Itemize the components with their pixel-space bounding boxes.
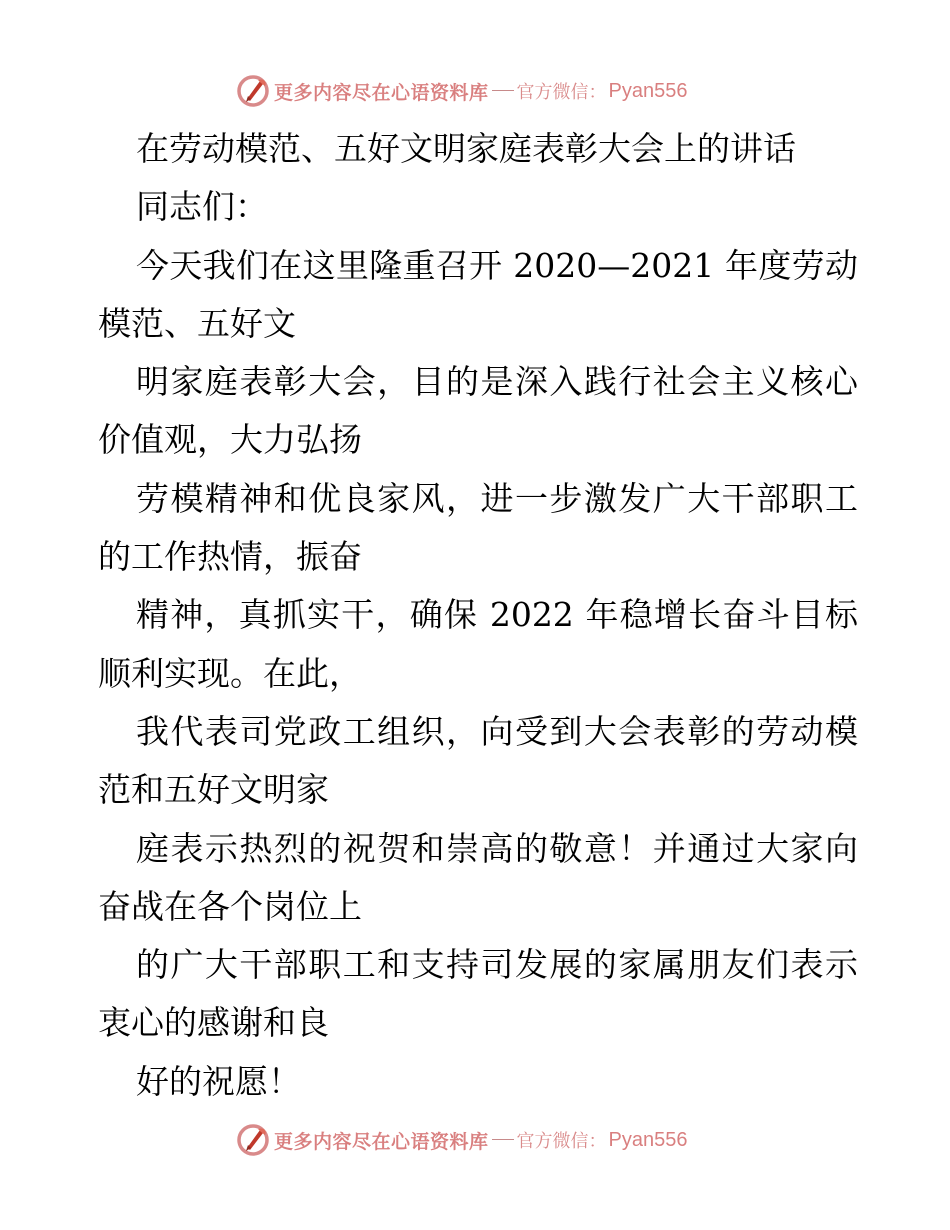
footer-watermark bbox=[236, 1122, 687, 1158]
paragraph-line: 衷心的感谢和良 bbox=[98, 1003, 329, 1043]
paragraph-line: 劳模精神和优良家风，进一步激发广大干部职工 bbox=[136, 478, 858, 518]
paragraph-line: 顺利实现。在此， bbox=[98, 653, 362, 693]
greeting: 同志们： bbox=[136, 187, 268, 227]
paragraph-line: 我代表司党政工组织，向受到大会表彰的劳动模 bbox=[136, 711, 858, 751]
watermark-dash bbox=[492, 90, 514, 91]
document-body bbox=[98, 120, 858, 1111]
paragraph-line: 精神，真抓实干，确保 2022 年稳增长奋斗目标 bbox=[136, 595, 858, 635]
paragraph-line: 好的祝愿！ bbox=[136, 1061, 301, 1101]
watermark-wechat-id: Pyan556 bbox=[608, 1128, 688, 1151]
paragraph-line: 明家庭表彰大会，目的是深入践行社会主义核心 bbox=[136, 362, 858, 402]
watermark-main-text: 更多内容尽在心语资料库 bbox=[274, 1130, 489, 1153]
paragraph-line: 奋战在各个岗位上 bbox=[98, 886, 362, 926]
paragraph-line: 的工作热情，振奋 bbox=[98, 537, 362, 577]
watermark-sub-text: 官方微信： bbox=[516, 1131, 607, 1152]
watermark-main-text: 更多内容尽在心语资料库 bbox=[274, 81, 489, 104]
quill-pen-logo-icon bbox=[236, 1123, 270, 1157]
document-title: 在劳动模范、五好文明家庭表彰大会上的讲话 bbox=[136, 129, 796, 168]
paragraph-line: 今天我们在这里隆重召开 2020—2021 年度劳动 bbox=[136, 245, 858, 285]
paragraph-line: 庭表示热烈的祝贺和崇高的敬意！并通过大家向 bbox=[136, 828, 858, 868]
quill-pen-logo-icon bbox=[236, 74, 270, 108]
watermark-wechat-id: Pyan556 bbox=[608, 79, 688, 102]
paragraph-line: 价值观，大力弘扬 bbox=[98, 420, 362, 460]
watermark-sub-text: 官方微信： bbox=[516, 82, 607, 103]
paragraph-line: 范和五好文明家 bbox=[98, 770, 329, 810]
paragraph-line: 模范、五好文 bbox=[98, 303, 296, 343]
paragraph-line: 的广大干部职工和支持司发展的家属朋友们表示 bbox=[136, 945, 858, 985]
watermark-dash bbox=[492, 1139, 514, 1140]
header-watermark bbox=[236, 73, 687, 109]
